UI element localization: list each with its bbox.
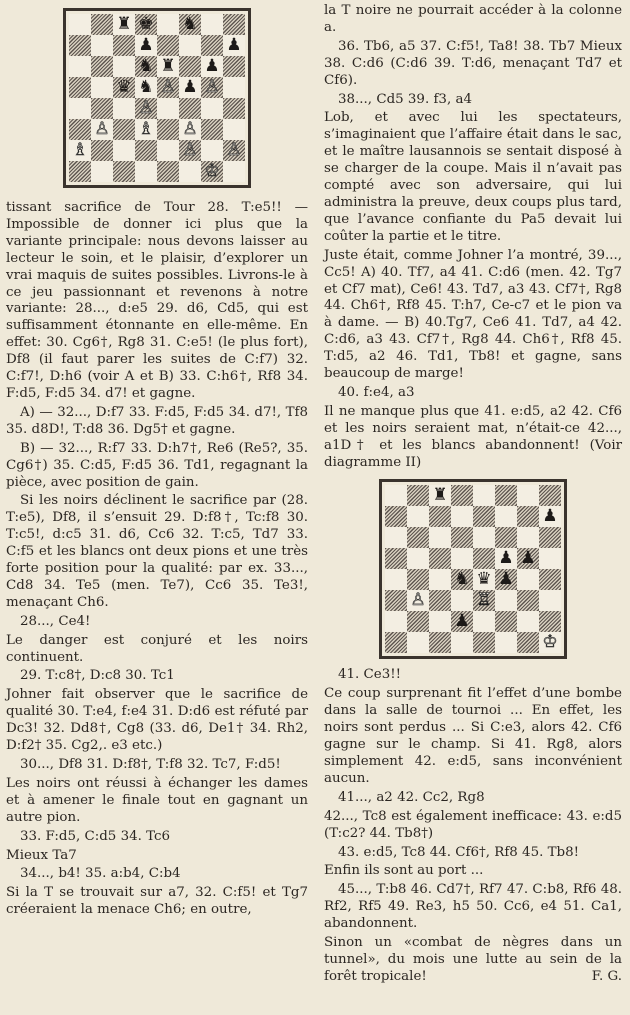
board-square xyxy=(113,140,135,161)
board-square xyxy=(91,140,113,161)
board-square xyxy=(135,140,157,161)
board-square xyxy=(113,98,135,119)
board-square xyxy=(223,35,245,56)
paragraph: 41. Ce3!! xyxy=(338,667,402,683)
chess-piece: ♟ xyxy=(498,569,514,590)
board-square xyxy=(495,485,517,506)
signature: F. G. xyxy=(591,968,622,984)
board-square xyxy=(91,161,113,182)
board-square xyxy=(135,161,157,182)
board-square xyxy=(385,632,407,653)
board-square xyxy=(429,590,451,611)
board-square xyxy=(517,611,539,632)
chess-piece: ♜ xyxy=(432,485,448,506)
board-square xyxy=(407,485,429,506)
board-square xyxy=(201,14,223,35)
board-square xyxy=(539,632,561,653)
board-square xyxy=(539,485,561,506)
chess-piece: ♞ xyxy=(138,56,154,76)
board-square xyxy=(429,548,451,569)
chess-piece: ♞ xyxy=(182,14,198,34)
board-square xyxy=(91,98,113,119)
board-square xyxy=(179,161,201,182)
board-square xyxy=(451,548,473,569)
paragraph: 40. f:e4, a3 xyxy=(338,384,415,400)
board-square xyxy=(385,569,407,590)
chess-piece: ♙ xyxy=(410,590,426,611)
board-square xyxy=(69,119,91,140)
board-square xyxy=(201,77,223,98)
chess-piece: ♚ xyxy=(138,14,154,34)
chess-piece: ♟ xyxy=(520,548,536,569)
chessboard xyxy=(63,8,251,188)
board-square xyxy=(157,77,179,98)
board-square xyxy=(385,548,407,569)
board-square xyxy=(517,548,539,569)
board-square xyxy=(135,98,157,119)
board-square xyxy=(201,161,223,182)
board-square xyxy=(157,119,179,140)
board-square xyxy=(113,119,135,140)
paragraph: 34..., b4! 35. a:b4, C:b4 xyxy=(20,866,181,882)
chess-piece: ♟ xyxy=(454,611,470,632)
paragraph: 42..., Tc8 est également inefficace: 43. e:d5 (T:c2? 44. Tb8†) xyxy=(324,808,622,841)
chess-piece: ♞ xyxy=(138,77,154,97)
board-square xyxy=(539,506,561,527)
board-square xyxy=(135,119,157,140)
board-square xyxy=(451,527,473,548)
board-square xyxy=(473,569,495,590)
board-square xyxy=(495,632,517,653)
board-square xyxy=(179,77,201,98)
paragraph: 36. Tb6, a5 37. C:f5!, Ta8! 38. Tb7 Mieux 38. C:d6 (C:d6 39. T:d6, menaçant Td7 et Cf6). xyxy=(324,38,622,88)
board-square xyxy=(539,590,561,611)
board-square xyxy=(407,590,429,611)
chess-piece: ♟ xyxy=(182,77,198,97)
board-square xyxy=(407,632,429,653)
board-square xyxy=(135,56,157,77)
chess-piece: ♛ xyxy=(476,569,492,590)
paragraph: 33. F:d5, C:d5 34. Tc6 xyxy=(20,828,171,844)
chess-piece: ♙ xyxy=(94,119,110,139)
board-square xyxy=(385,506,407,527)
board-square xyxy=(91,56,113,77)
board-square xyxy=(451,569,473,590)
board-square xyxy=(407,527,429,548)
board-square xyxy=(69,56,91,77)
board-square xyxy=(179,14,201,35)
chess-piece: ♗ xyxy=(72,140,88,160)
diagram-1 xyxy=(6,8,308,188)
right-text-bottom xyxy=(324,667,622,985)
chess-piece: ♙ xyxy=(204,77,220,97)
chess-piece: ♟ xyxy=(138,35,154,55)
board-square xyxy=(223,14,245,35)
paragraph: 28..., Ce4! xyxy=(20,613,91,629)
board-square xyxy=(135,35,157,56)
board-square xyxy=(517,590,539,611)
chess-piece: ♔ xyxy=(204,161,220,181)
board-square xyxy=(91,35,113,56)
board-square xyxy=(69,140,91,161)
board-square xyxy=(157,56,179,77)
board-square xyxy=(385,611,407,632)
board-square xyxy=(429,611,451,632)
board-square xyxy=(451,590,473,611)
paragraph: Les noirs ont réussi à échanger les dames et à amener le finale tout en gagnant un autre pion. xyxy=(6,775,308,825)
board-square xyxy=(113,35,135,56)
board-square xyxy=(385,485,407,506)
paragraph: Sinon un «combat de nègres dans un tunnel», du mois une lutte au sein de la forêt tropicale! xyxy=(324,935,622,984)
board-square xyxy=(495,527,517,548)
board-square xyxy=(91,119,113,140)
paragraph: Lob, et avec lui les spectateurs, s’imaginaient que l’affaire était dans le sac, et le maître lausannois se sentait disposé à se charger de la coupe. Mais il n’avait pas compté avec son adversaire, qui lui administra la preuve, deux coups plus tard, que l’avance confiante du Pa5 devait lui coûter la partie et le titre. xyxy=(324,110,622,244)
paragraph: Johner fait observer que le sacrifice de qualité 30. T:e4, f:e4 31. D:d6 est réfuté par Dc3! 32. Dd8†, Cg8 (33. d6, De1† 34. Rh2, D:f2† 35. Cg2,. e3 etc.) xyxy=(6,687,308,754)
board-square xyxy=(495,569,517,590)
board-square xyxy=(473,611,495,632)
board-square xyxy=(69,14,91,35)
paragraph: Si les noirs déclinent le sacrifice par (28. T:e5), Df8, il s’ensuit 29. D:f8†, Tc:f8 30. T:c5!, d:c5 31. d6, Cc6 32. T:c5, Td7 33. C:f5 et les blancs ont deux pions et une très forte position pour la qualité: par ex. 33..., Cd8 34. Te5 (men. Te7), Cc6 35. Te3!, menaçant Ch6. xyxy=(6,493,308,610)
chess-piece: ♟ xyxy=(204,56,220,76)
board-square xyxy=(69,77,91,98)
board-square xyxy=(473,485,495,506)
board-square xyxy=(451,506,473,527)
left-text xyxy=(6,200,308,919)
board-square xyxy=(179,98,201,119)
board-square xyxy=(113,56,135,77)
board-square xyxy=(157,98,179,119)
paragraph: Mieux Ta7 xyxy=(6,847,77,863)
board-square xyxy=(495,506,517,527)
chess-piece: ♙ xyxy=(182,140,198,160)
paragraph: Ce coup surprenant fit l’effet d’une bombe dans la salle de tournoi ... En effet, les noirs sont perdus ... Si C:e3, alors 42. Cf6 gagne sur le champ. Si 41. Rg8, alors simplement 42. e:d5, sans inconvénient aucun. xyxy=(324,686,622,786)
board-square xyxy=(517,569,539,590)
right-text-top xyxy=(324,3,622,471)
board-square xyxy=(157,161,179,182)
board-square xyxy=(385,590,407,611)
board-square xyxy=(223,140,245,161)
board-square xyxy=(517,632,539,653)
board-square xyxy=(407,506,429,527)
board-square xyxy=(539,548,561,569)
chess-piece: ♜ xyxy=(160,56,176,76)
paragraph: Enfin ils sont au port ... xyxy=(324,863,484,879)
paragraph: Il ne manque plus que 41. e:d5, a2 42. Cf6 et les noirs seraient mat, n’était-ce 42..., a1D† et les blancs abandonnent! (Voir diagramme II) xyxy=(324,403,622,470)
board-square xyxy=(517,506,539,527)
board-square xyxy=(113,14,135,35)
board-square xyxy=(473,548,495,569)
paragraph: 29. T:c8†, D:c8 30. Tc1 xyxy=(20,668,175,684)
board-square xyxy=(539,569,561,590)
chess-piece: ♛ xyxy=(116,77,132,97)
board-square xyxy=(385,527,407,548)
board-square xyxy=(473,590,495,611)
chess-piece: ♙ xyxy=(226,140,242,160)
chess-piece: ♟ xyxy=(498,548,514,569)
paragraph: B) — 32..., R:f7 33. D:h7†, Re6 (Re5?, 35. Cg6†) 35. C:d5, F:d5 36. Td1, regagnant la pièce, avec position de gain. xyxy=(6,440,308,490)
board-square xyxy=(473,632,495,653)
chess-piece: ♜ xyxy=(116,14,132,34)
diagram-2 xyxy=(324,479,622,659)
board-square xyxy=(495,590,517,611)
left-column xyxy=(6,0,308,921)
paragraph: 38..., Cd5 39. f3, a4 xyxy=(338,91,472,107)
board-square xyxy=(201,140,223,161)
board-square xyxy=(429,485,451,506)
board-square xyxy=(91,77,113,98)
board-square xyxy=(473,506,495,527)
paragraph: la T noire ne pourrait accéder à la colonne a. xyxy=(324,3,622,35)
paragraph: tissant sacrifice de Tour 28. T:e5!! — Impossible de donner ici plus que la variante principale: nous devons laisser au lecteur le soin, et le plaisir, d’explorer un vrai maquis de suites possibles. Livrons-le à ce jeu passionnant et revenons à notre variante: 28..., d:e5 29. d6, Cd5, qui est suffisamment étonnante en elle-même. En effet: 30. Cg6†, Rg8 31. C:e5! (le plus fort), Df8 (il faut parer les suites de C:f7) 32. C:f7!, D:h6 (voir A et B) 33. C:h6†, Rf8 34. F:d5, F:d5 34. d7! et gagne. xyxy=(6,200,308,401)
board-square xyxy=(539,527,561,548)
board-square xyxy=(407,569,429,590)
board-square xyxy=(451,632,473,653)
board-square xyxy=(157,35,179,56)
board-square xyxy=(157,140,179,161)
paragraph: 45..., T:b8 46. Cd7†, Rf7 47. C:b8, Rf6 48. Rf2, Rf5 49. Re3, h5 50. Cc6, e4 51. Ca1, abandonnent. xyxy=(324,882,622,932)
board-square xyxy=(451,611,473,632)
board-square xyxy=(135,77,157,98)
paragraph: Si la T se trouvait sur a7, 32. C:f5! et Tg7 créeraient la menace Ch6; en outre, xyxy=(6,885,308,918)
paragraph: 43. e:d5, Tc8 44. Cf6†, Rf8 45. Tb8! xyxy=(338,844,580,860)
board-square xyxy=(223,161,245,182)
chessboard xyxy=(379,479,567,659)
board-square xyxy=(407,611,429,632)
board-square xyxy=(223,77,245,98)
paragraph: 41..., a2 42. Cc2, Rg8 xyxy=(338,789,485,805)
board-square xyxy=(517,485,539,506)
board-square xyxy=(179,56,201,77)
board-square xyxy=(69,98,91,119)
chess-piece: ♟ xyxy=(542,506,558,527)
board-square xyxy=(157,14,179,35)
board-square xyxy=(201,35,223,56)
board-square xyxy=(201,56,223,77)
right-column xyxy=(324,0,622,986)
paragraph: Le danger est conjuré et les noirs continuent. xyxy=(6,632,308,665)
board-square xyxy=(429,632,451,653)
board-square xyxy=(69,161,91,182)
board-square xyxy=(429,569,451,590)
board-square xyxy=(429,506,451,527)
chess-piece: ♔ xyxy=(542,632,558,653)
board-square xyxy=(495,548,517,569)
board-square xyxy=(473,527,495,548)
board-square xyxy=(223,98,245,119)
board-square xyxy=(223,56,245,77)
chess-piece: ♗ xyxy=(138,119,154,139)
chess-piece: ♙ xyxy=(138,98,154,118)
board-square xyxy=(135,14,157,35)
paragraph: 30..., Df8 31. D:f8†, T:f8 32. Tc7, F:d5! xyxy=(20,757,281,772)
chess-piece: ♖ xyxy=(476,590,492,611)
board-square xyxy=(113,77,135,98)
board-square xyxy=(517,527,539,548)
paragraph: Juste était, comme Johner l’a montré, 39..., Cc5! A) 40. Tf7, a4 41. C:d6 (men. 42. Tg7 et Cf7 mat), Ce6! 43. Td7, a3 43. Cf7†, Rg8 44. Ch6†, Rf8 45. T:h7, Ce-c7 et le pion va à dame. — B) 40.Tg7, Ce6 41. Td7, a4 42. C:d6, a3 43. Cf7†, Rg8 44. Ch6†, Rf8 45. T:d5, a2 46. Td1, Tb8! et gagne, sans beaucoup de marge! xyxy=(324,247,622,382)
chess-piece: ♞ xyxy=(454,569,470,590)
board-square xyxy=(179,119,201,140)
board-square xyxy=(113,161,135,182)
board-square xyxy=(407,548,429,569)
board-square xyxy=(91,14,113,35)
paragraph: A) — 32..., D:f7 33. F:d5, F:d5 34. d7!, Tf8 35. d8D!, T:d8 36. Dg5† et gagne. xyxy=(6,404,308,437)
board-square xyxy=(201,119,223,140)
board-square xyxy=(201,98,223,119)
board-square xyxy=(495,611,517,632)
board-square xyxy=(179,35,201,56)
chess-piece: ♙ xyxy=(182,119,198,139)
board-square xyxy=(223,119,245,140)
chess-piece: ♙ xyxy=(160,77,176,97)
board-square xyxy=(539,611,561,632)
board-square xyxy=(69,35,91,56)
board-square xyxy=(451,485,473,506)
board-square xyxy=(429,527,451,548)
chess-piece: ♟ xyxy=(226,35,242,55)
board-square xyxy=(179,140,201,161)
